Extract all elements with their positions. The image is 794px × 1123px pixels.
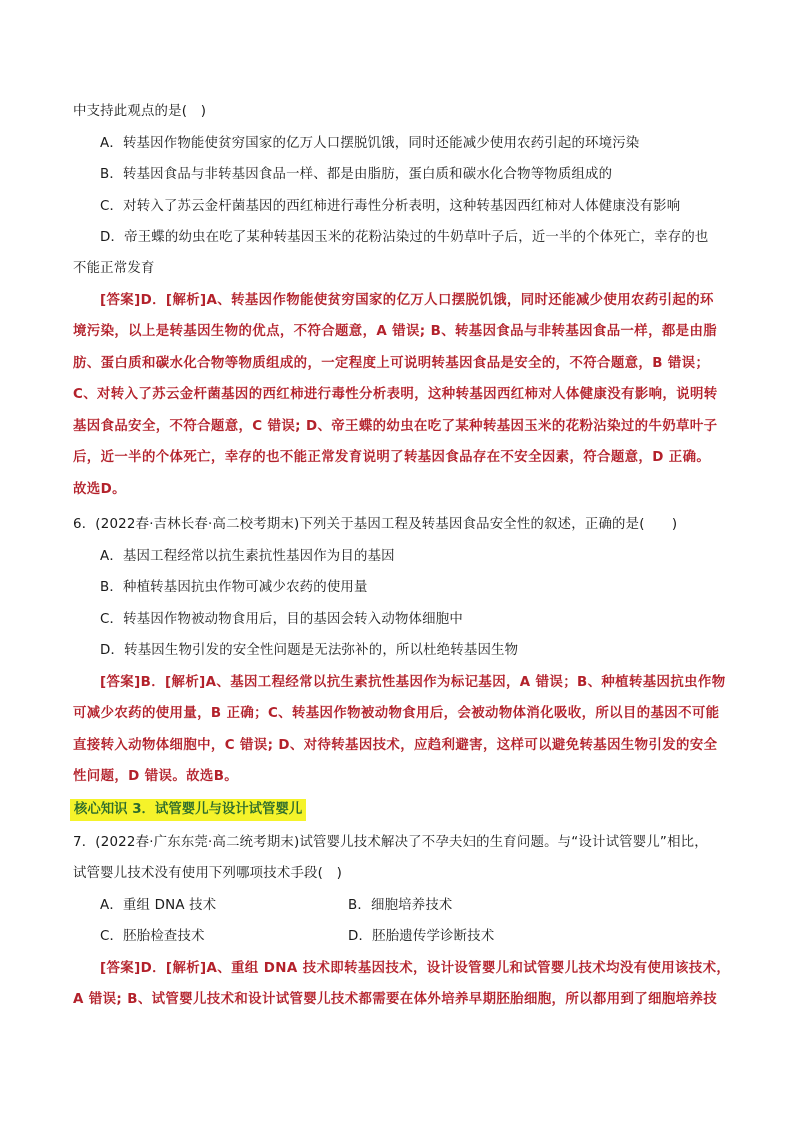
question-6-option-a: A．基因工程经常以抗生素抗性基因作为目的基因 — [100, 549, 395, 564]
question-5-answer-line: 肪、蛋白质和碳水化合物等物质组成的，一定程度上可说明转基因食品是安全的，不符合题意，B 错误； — [73, 356, 710, 371]
question-7-answer-line: [答案]D．[解析]A、重组 DNA 技术即转基因技术，设计设管婴儿和试管婴儿技术均没有使用该技术， — [100, 961, 731, 976]
question-5-option-c: C．对转入了苏云金杆菌基因的西红柿进行毒性分析表明，这种转基因西红柿对人体健康没有影响 — [100, 199, 681, 214]
question-5-answer-line: 后，近一半的个体死亡，幸存的也不能正常发育说明了转基因食品存在不安全因素，符合题意，D 正确。 — [73, 450, 711, 465]
question-5-answer-line: [答案]D．[解析]A、转基因作物能使贫穷国家的亿万人口摆脱饥饿，同时还能减少使用农药引起的环 — [100, 293, 714, 308]
question-7-option-b: B．细胞培养技术 — [348, 898, 453, 913]
question-7-option-d: D．胚胎遗传学诊断技术 — [348, 929, 495, 944]
question-7-answer-line: A 错误; B、试管婴儿技术和设计试管婴儿技术都需要在体外培养早期胚胎细胞，所以都用到了细胞培养技 — [73, 992, 718, 1007]
question-5-option-d-continued: 不能正常发育 — [73, 261, 155, 276]
question-5-answer-line: 故选D。 — [73, 482, 126, 497]
question-5-answer-line: C、对转入了苏云金杆菌基因的西红柿进行毒性分析表明，这种转基因西红柿对人体健康没有影响，说明转 — [73, 387, 718, 402]
question-5-option-d: D．帝王蝶的幼虫在吃了某种转基因玉米的花粉沾染过的牛奶草叶子后，近一半的个体死亡，幸存的也 — [100, 230, 709, 245]
question-6-answer-line: 直接转入动物体细胞中，C 错误; D、对待转基因技术，应趋利避害，这样可以避免转基因生物引发的安全 — [73, 738, 718, 753]
question-5-stem: 中支持此观点的是( ) — [73, 104, 207, 119]
question-6-option-d: D．转基因生物引发的安全性问题是无法弥补的，所以杜绝转基因生物 — [100, 643, 519, 658]
question-7-stem: 7．(2022春·广东东莞·高二统考期末)试管婴儿技术解决了不孕夫妇的生育问题。与“设计试管婴儿”相比， — [73, 835, 708, 850]
question-5-option-a: A．转基因作物能使贫穷国家的亿万人口摆脱饥饿，同时还能减少使用农药引起的环境污染 — [100, 136, 640, 151]
question-7-option-c: C．胚胎检查技术 — [100, 929, 205, 944]
question-7-option-a: A．重组 DNA 技术 — [100, 898, 217, 913]
question-5-option-b: B．转基因食品与非转基因食品一样、都是由脂肪，蛋白质和碳水化合物等物质组成的 — [100, 167, 613, 182]
question-6-answer-line: 可减少农药的使用量，B 正确；C、转基因作物被动物食用后，会被动物体消化吸收，所以目的基因不可能 — [73, 706, 720, 721]
question-7-stem-continued: 试管婴儿技术没有使用下列哪项技术手段( ) — [73, 866, 343, 881]
question-6-answer-line: [答案]B．[解析]A、基因工程经常以抗生素抗性基因作为标记基因，A 错误；B、种植转基因抗虫作物 — [100, 675, 726, 690]
question-6-stem: 6．(2022春·吉林长春·高二校考期末)下列关于基因工程及转基因食品安全性的叙述，正确的是( ) — [73, 517, 678, 532]
question-5-answer-line: 基因食品安全，不符合题意，C 错误; D、帝王蝶的幼虫在吃了某种转基因玉米的花粉沾染过的牛奶草叶子 — [73, 419, 718, 434]
question-5-answer-line: 境污染，以上是转基因生物的优点，不符合题意，A 错误; B、转基因食品与非转基因食品一样，都是由脂 — [73, 324, 718, 339]
question-6-option-c: C．转基因作物被动物食用后，目的基因会转入动物体细胞中 — [100, 612, 463, 627]
section-heading: 核心知识 3．试管婴儿与设计试管婴儿 — [70, 799, 306, 821]
question-6-option-b: B．种植转基因抗虫作物可减少农药的使用量 — [100, 580, 368, 595]
question-6-answer-line: 性问题，D 错误。故选B。 — [73, 769, 239, 784]
